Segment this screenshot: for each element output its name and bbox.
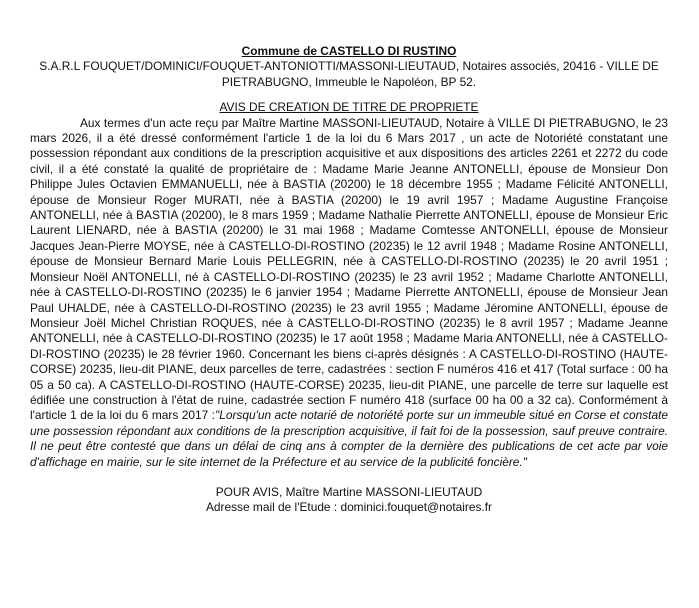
legal-notice [30,44,668,516]
law-quote: "Lorsqu'un acte notarié de notoriété porte sur un immeuble situé en Corse et constate une possession répondant aux conditions de la prescription acquisitive, il fait foi de la possession, sauf preuve contraire. Il ne peut être contesté que dans un délai de cinq ans à compter de la dernière des publications de cet acte par voie d'affichage en mairie, sur le site internet de la Préfecture et au service de la publicité foncière." [30,408,669,469]
notice-body-text: Aux termes d'un acte reçu par Maître Martine MASSONI-LIEUTAUD, Notaire à VILLE DI PIETRABUGNO, le 23 mars 2026, il a été dressé conformément l'article 1 de la loi du 6 Mars 2017 , un acte de Notoriété constatant une possession répondant aux conditions de la prescription acquisitive et aux dispositions des articles 2261 et 2272 du code civil, il a été constaté la qualité de propriétaire de : Madame Marie Jeanne ANTONELLI, épouse de Monsieur Don Philippe Jules Octavien EMMANUELLI, née à BASTIA (20200) le 18 décembre 1955 ; Madame Félicité ANTONELLI, épouse de Monsieur Roger MURATI, née à BASTIA (20200) le 19 avril 1957 ; Madame Augustine Françoise ANTONELLI, née à BASTIA (20200), le 8 mars 1959 ; Madame Nathalie Pierrette ANTONELLI, épouse de Monsieur Eric Laurent LIENARD, née à BASTIA (20200) le 31 mai 1968 ; Madame Comtesse ANTONELLI, épouse de Monsieur Jacques Jean-Pierre MOYSE, née à CASTELLO-DI-ROSTINO (20235) le 12 avril 1948 ; Madame Rosine ANTONELLI, épouse de Monsieur Bernard Marie Louis PELLEGRIN, née à CASTELLO-DI-ROSTINO (20235) le 20 avril 1951 ; Monsieur Noël ANTONELLI, né à CASTELLO-DI-ROSTINO (20235) le 23 avril 1952 ; Madame Charlotte ANTONELLI, née à CASTELLO-DI-ROSTINO (20235) le 6 janvier 1954 ; Madame Pierrette ANTONELLI, épouse de Monsieur Jean Paul UHALDE, née à CASTELLO-DI-ROSTINO (20235) le 23 avril 1955 ; Madame Jéromine ANTONELLI, épouse de Monsieur Joël Michel Christian ROQUES, née à CASTELLO-DI-ROSTINO (20235) le 8 avril 1957 ; Madame Jeanne ANTONELLI, née à CASTELLO-DI-ROSTINO (20235) le 17 août 1958 ; Madame Maria ANTONELLI, née à CASTELLO-DI-ROSTINO (20235) le 28 février 1960. Concernant les biens ci-après désignés : A CASTELLO-DI-ROSTINO (HAUTE-CORSE) 20235, lieu-dit PIANE, deux parcelles de terre, cadastrées : section F numéros 416 et 417 (Total surface : 00 ha 05 a 50 ca). A CASTELLO-DI-ROSTINO (HAUTE-CORSE) 20235, lieu-dit PIANE, une parcelle de terre sur laquelle est édifiée une construction à l'état de ruine, cadastrée section F numéro 418 (surface 00 ha 00 a 32 ca). Conformément à l'article 1 de la loi du 6 mars 2017 : [30,115,668,423]
notice-title: AVIS DE CREATION DE TITRE DE PROPRIETE [219,100,479,115]
signature-block [30,485,668,516]
office-email: Adresse mail de l'Etude : dominici.fouquet@notaires.fr [206,500,492,515]
commune-title: Commune de CASTELLO DI RUSTINO [241,44,457,58]
notary-office: S.A.R.L FOUQUET/DOMINICI/FOUQUET-ANTONIOTTI/MASSONI-LIEUTAUD, Notaires associés, 20416 - VILLE DE PIETRABUGNO, Immeuble le Napoléon, BP 52. [39,59,659,89]
notice-body [30,116,668,470]
signature-line: POUR AVIS, Maître Martine MASSONI-LIEUTAUD [215,484,483,499]
